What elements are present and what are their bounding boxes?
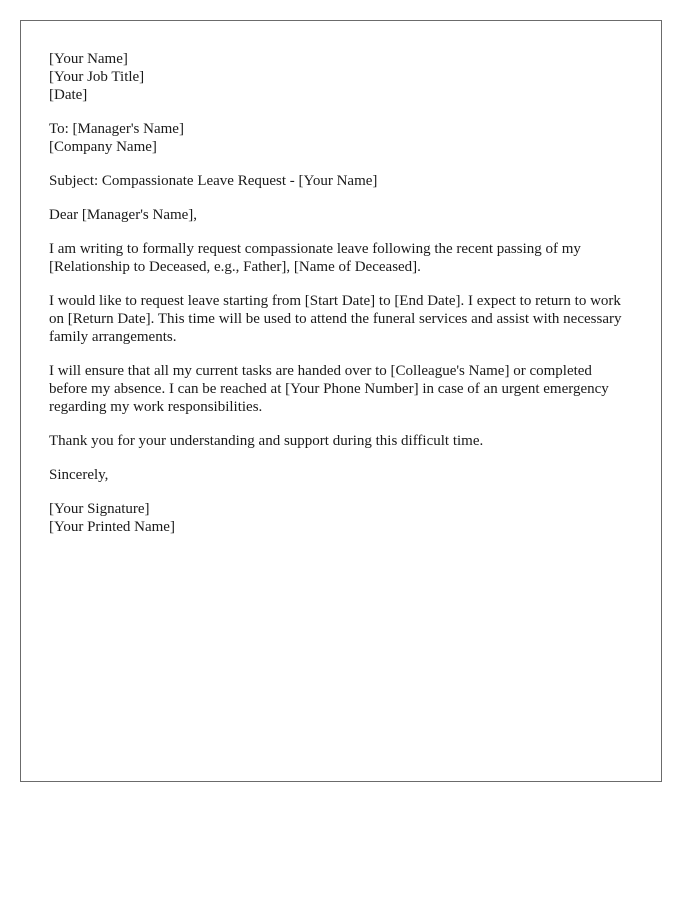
subject-line: Subject: Compassionate Leave Request - [Your Name]	[49, 173, 378, 189]
recipient-block	[49, 120, 633, 156]
recipient-company: [Company Name]	[49, 139, 157, 155]
sender-block	[49, 50, 633, 104]
recipient-name: To: [Manager's Name]	[49, 121, 184, 137]
salutation: Dear [Manager's Name],	[49, 207, 198, 223]
signature-line: [Your Signature]	[49, 501, 150, 517]
signature-block	[49, 500, 633, 536]
printed-name: [Your Printed Name]	[49, 519, 175, 535]
body-paragraph-1: I am writing to formally request compassionate leave following the recent passing of my [Relationship to Deceased, e.g., Father], [Name of Deceased].	[49, 241, 581, 275]
closing: Sincerely,	[49, 467, 109, 483]
letter-date: [Date]	[49, 87, 88, 103]
body-paragraph-3: I will ensure that all my current tasks are handed over to [Colleague's Name] or completed before my absence. I can be reached at [Your Phone Number] in case of an urgent emergency regarding my work responsibilities.	[49, 363, 609, 415]
body-paragraph-4: Thank you for your understanding and support during this difficult time.	[49, 433, 484, 449]
letter-page	[20, 20, 662, 782]
sender-name: [Your Name]	[49, 51, 128, 67]
sender-job-title: [Your Job Title]	[49, 69, 145, 85]
body-paragraph-2: I would like to request leave starting from [Start Date] to [End Date]. I expect to return to work on [Return Date]. This time will be used to attend the funeral services and assist with necessary family arrangements.	[49, 293, 622, 345]
